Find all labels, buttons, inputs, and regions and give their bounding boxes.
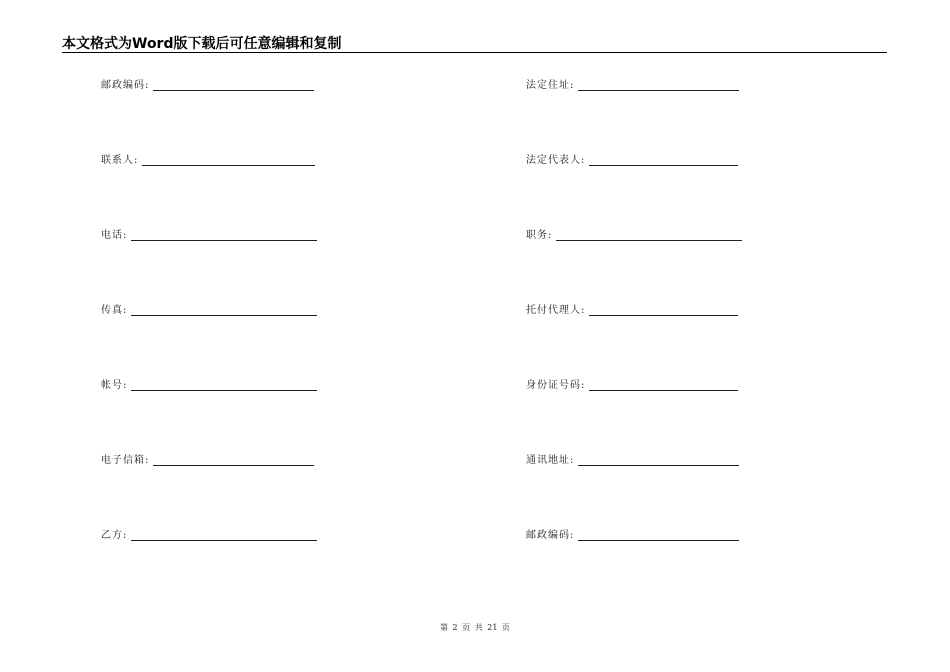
fill-in-blank[interactable] — [589, 390, 738, 391]
fill-in-blank[interactable] — [578, 465, 739, 466]
fill-in-blank[interactable] — [153, 465, 314, 466]
fill-in-blank[interactable] — [589, 165, 738, 166]
left-field-postcode — [101, 80, 314, 92]
fill-in-blank[interactable] — [578, 90, 739, 91]
fill-in-blank[interactable] — [131, 540, 317, 541]
right-field-position — [526, 230, 742, 242]
field-label: 法定代表人: — [526, 155, 586, 166]
left-field-phone — [101, 230, 317, 242]
field-label: 法定住址: — [526, 80, 575, 91]
fill-in-blank[interactable] — [556, 240, 742, 241]
field-label: 联系人: — [101, 155, 139, 166]
document-header-title: 本文格式为Word版下载后可任意编辑和复制 — [62, 36, 342, 52]
right-field-id-number — [526, 380, 738, 392]
field-label: 托付代理人: — [526, 305, 586, 316]
fill-in-blank[interactable] — [589, 315, 738, 316]
fill-in-blank[interactable] — [142, 165, 315, 166]
fill-in-blank[interactable] — [578, 540, 739, 541]
page-number-footer: 第 2 页 共 21 页 — [440, 623, 510, 632]
field-label: 传真: — [101, 305, 128, 316]
right-field-legal-address — [526, 80, 739, 92]
left-field-contact — [101, 155, 315, 167]
header-divider — [62, 52, 887, 53]
right-field-agent — [526, 305, 738, 317]
right-field-postcode — [526, 530, 739, 542]
field-label: 邮政编码: — [101, 80, 150, 91]
fill-in-blank[interactable] — [153, 90, 314, 91]
field-label: 帐号: — [101, 380, 128, 391]
right-field-legal-representative — [526, 155, 738, 167]
left-field-account — [101, 380, 317, 392]
field-label: 身份证号码: — [526, 380, 586, 391]
field-label: 职务: — [526, 230, 553, 241]
field-label: 邮政编码: — [526, 530, 575, 541]
field-label: 乙方: — [101, 530, 128, 541]
left-field-email — [101, 455, 314, 467]
field-label: 电话: — [101, 230, 128, 241]
fill-in-blank[interactable] — [131, 390, 317, 391]
right-field-mailing-address — [526, 455, 739, 467]
left-field-fax — [101, 305, 317, 317]
field-label: 电子信箱: — [101, 455, 150, 466]
field-label: 通讯地址: — [526, 455, 575, 466]
fill-in-blank[interactable] — [131, 315, 317, 316]
fill-in-blank[interactable] — [131, 240, 317, 241]
left-field-party-b — [101, 530, 317, 542]
